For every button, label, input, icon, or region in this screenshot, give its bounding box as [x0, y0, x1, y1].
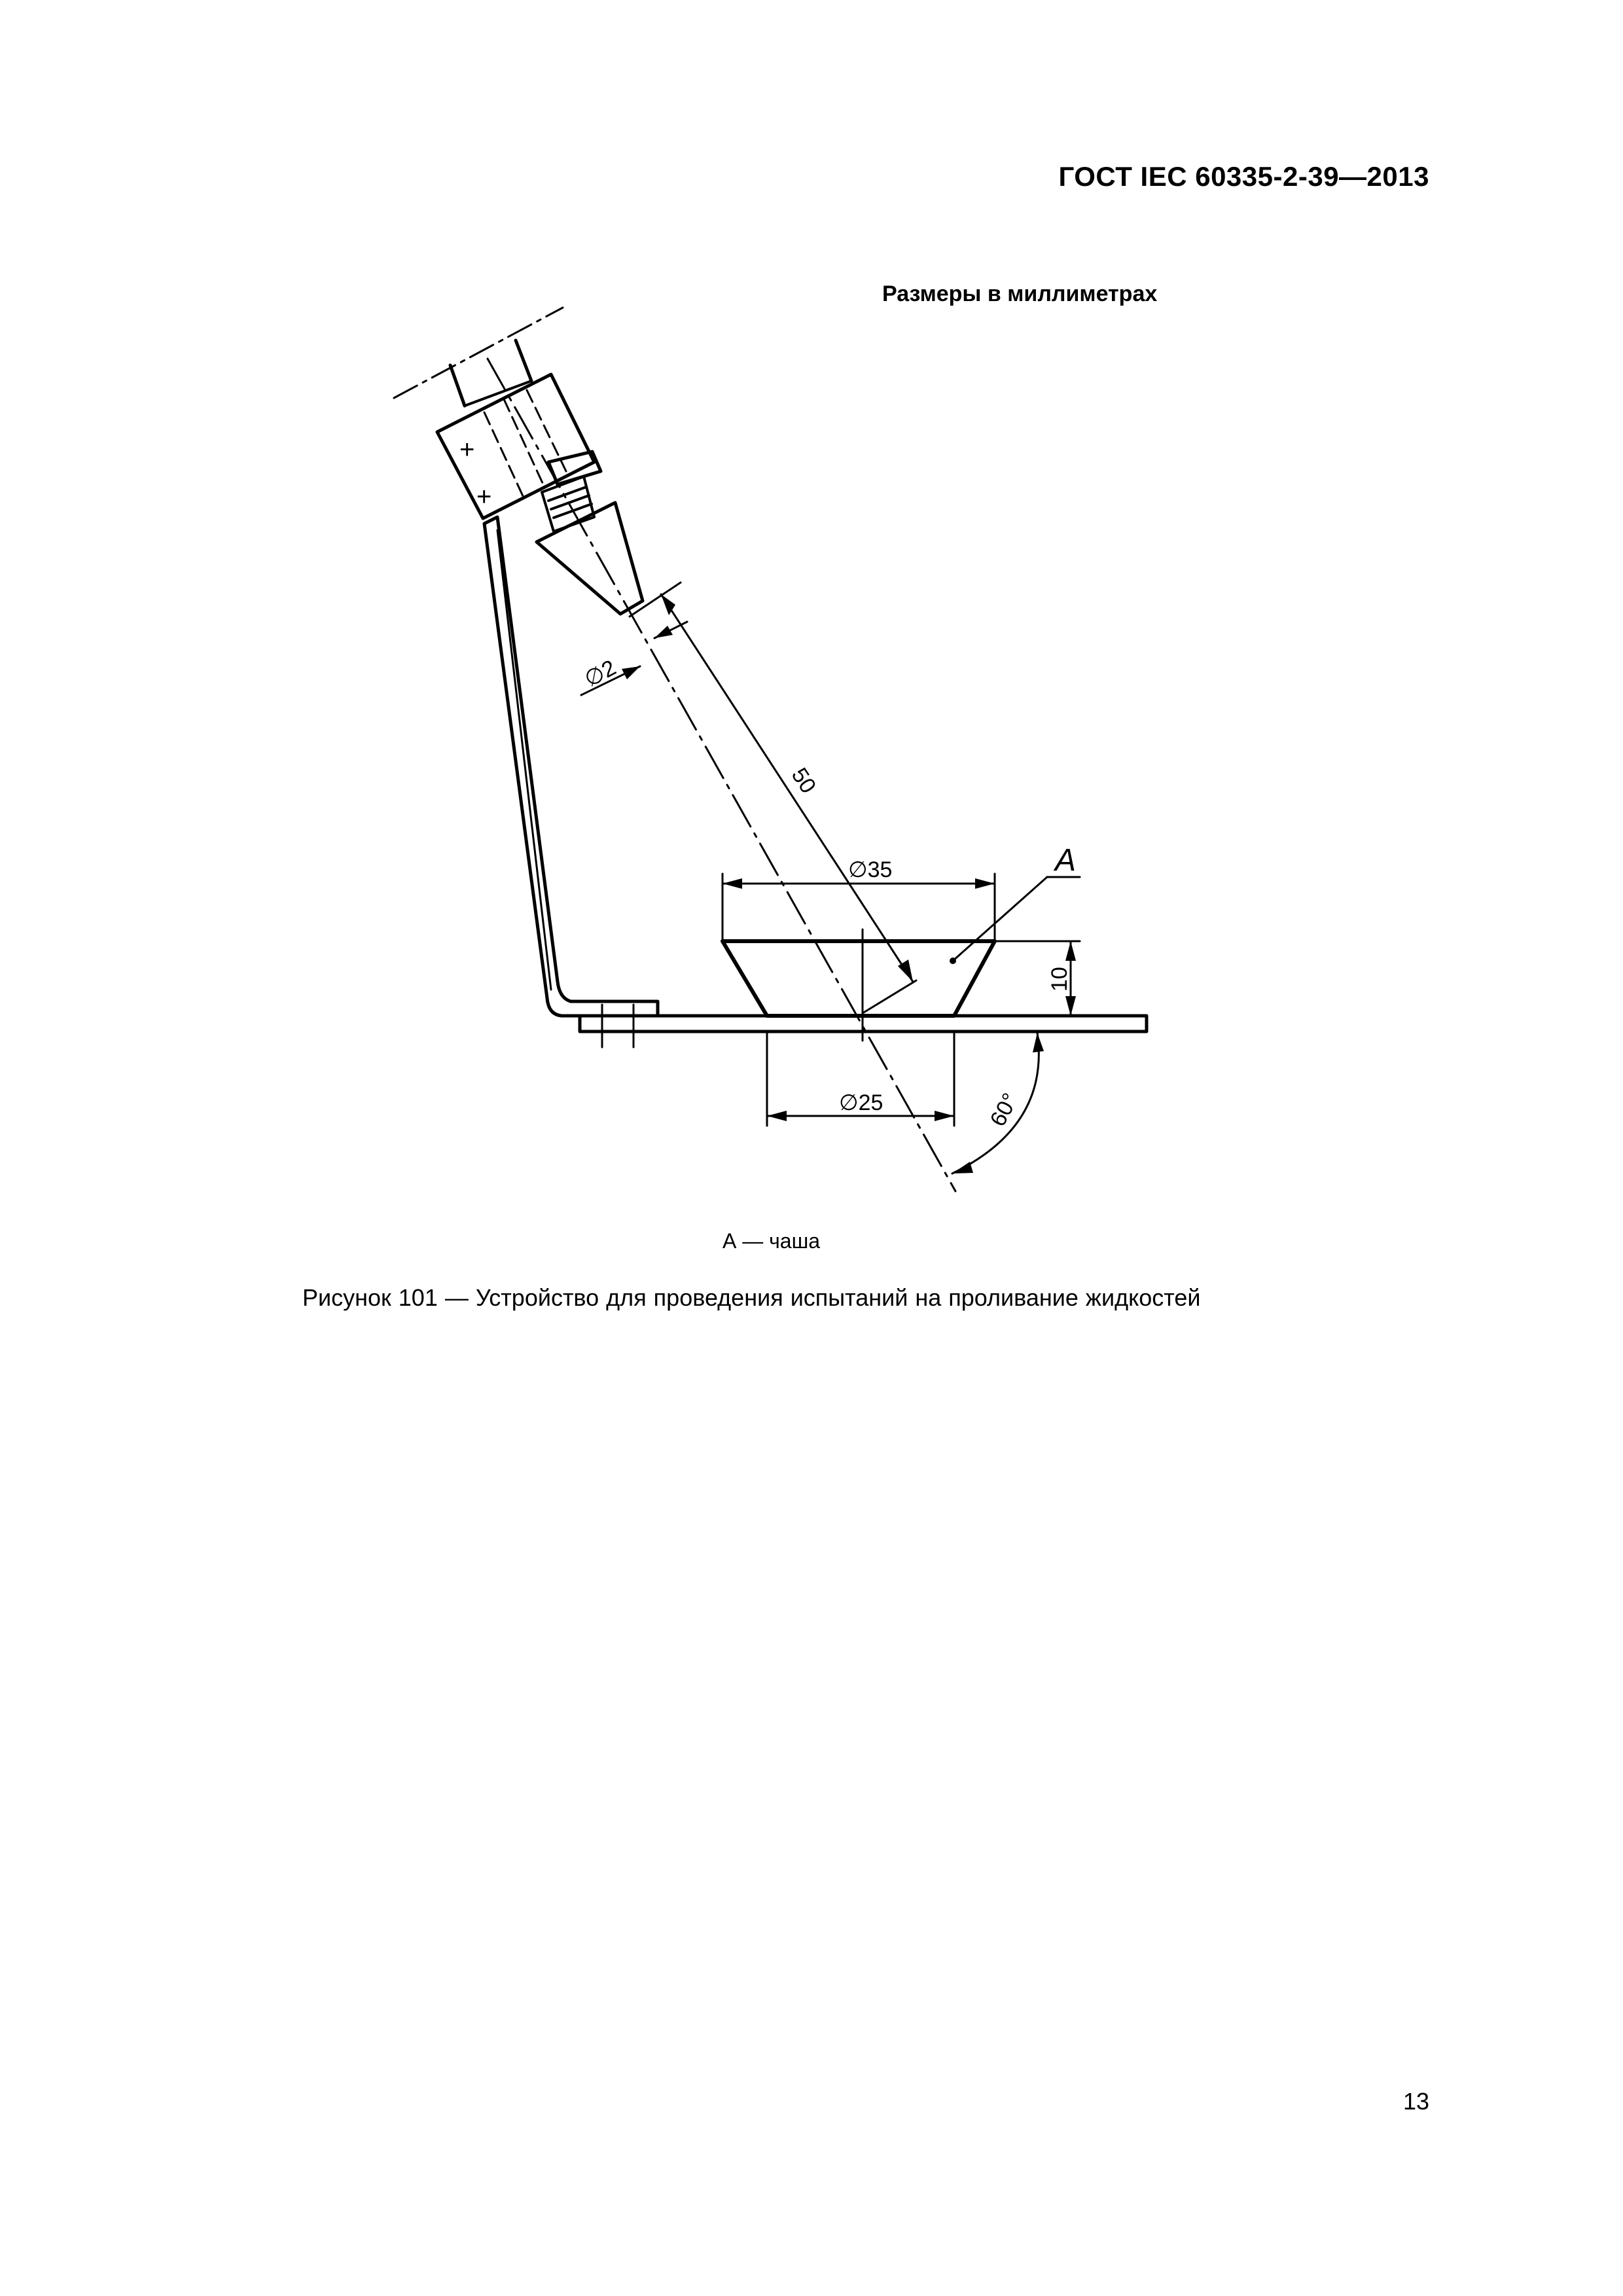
label-10: 10 — [1047, 967, 1072, 992]
bowl — [722, 941, 995, 1016]
units-note: Размеры в миллиметрах — [882, 281, 1158, 306]
figure-legend: А — чаша — [722, 1229, 821, 1253]
svg-text:+: + — [476, 482, 492, 511]
label-50: 50 — [786, 763, 821, 798]
page-number: 13 — [1402, 2088, 1429, 2115]
label-d2: ∅2 — [580, 655, 620, 692]
label-d35: ∅35 — [848, 857, 893, 882]
dimension-labels — [580, 655, 1076, 1130]
figure-caption: Рисунок 101 — Устройство для проведения испытаний на проливание жидкостей — [302, 1284, 1201, 1311]
svg-text:+: + — [459, 435, 475, 464]
support-stand — [484, 517, 658, 1016]
document-standard-header: ГОСТ IEC 60335-2-39—2013 — [1058, 161, 1429, 192]
dimension-lines — [581, 583, 1080, 1174]
label-d25: ∅25 — [839, 1090, 883, 1115]
nozzle-axis-upper — [394, 308, 563, 398]
label-60: 60° — [985, 1089, 1024, 1131]
label-a: A — [1055, 843, 1077, 878]
